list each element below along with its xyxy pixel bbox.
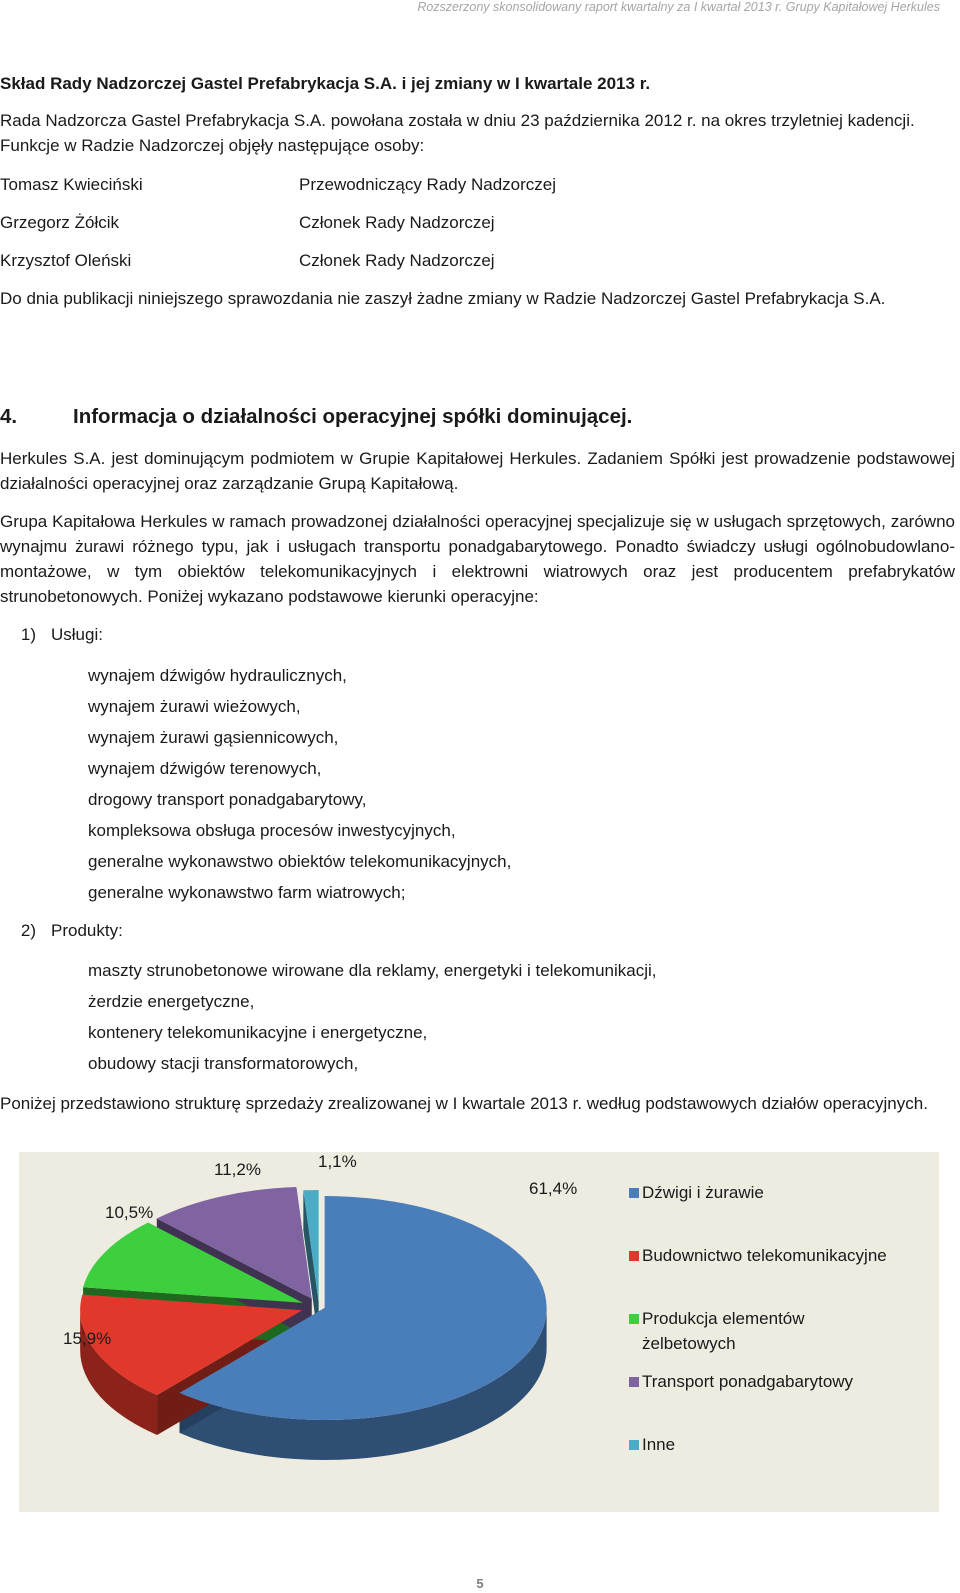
paragraph-dominant-entity: Herkules S.A. jest dominującym podmiotem w Grupie Kapitałowej Herkules. Zadaniem Spółki jest prowadzenie podstawowej działalności operacyjnej oraz zarządzanie Grupą Kapitałową.: [0, 449, 955, 493]
member-role: Członek Rady Nadzorczej: [299, 213, 495, 232]
legend-swatch: [629, 1377, 639, 1387]
list-item: wynajem żurawi wieżowych,: [88, 697, 301, 716]
page-number: 5: [476, 1576, 484, 1591]
member-name: Grzegorz Żółcik: [0, 213, 120, 232]
section-heading: [0, 405, 632, 429]
list-number: 1): [20, 625, 36, 644]
board-member-row: [0, 210, 495, 235]
legend-swatch: [629, 1314, 639, 1324]
list-item: kontenery telekomunikacyjne i energetyczne,: [88, 1023, 428, 1042]
board-note: Do dnia publikacji niniejszego sprawozdania nie zaszył żadne zmiany w Radzie Nadzorczej Gastel Prefabrykacja S.A.: [0, 289, 886, 308]
list-item: kompleksowa obsługa procesów inwestycyjnych,: [88, 821, 456, 840]
list-item: drogowy transport ponadgabarytowy,: [88, 790, 367, 809]
list-item: wynajem dźwigów terenowych,: [88, 759, 322, 778]
pie-data-label: 1,1%: [318, 1152, 357, 1171]
pie-data-label: 11,2%: [214, 1160, 261, 1179]
legend-label: Inne: [642, 1435, 676, 1454]
list-item: żerdzie energetyczne,: [88, 992, 255, 1011]
products-list-label: [0, 918, 123, 943]
services-list-label: [0, 622, 103, 647]
list-item: wynajem żurawi gąsiennicowych,: [88, 728, 339, 747]
legend-item: [642, 1306, 852, 1356]
legend-label: Transport ponadgabarytowy: [642, 1372, 854, 1391]
legend-swatch: [629, 1251, 639, 1261]
legend-label: Budownictwo telekomunikacyjne: [642, 1246, 887, 1265]
board-intro: Rada Nadzorcza Gastel Prefabrykacja S.A. powołana została w dniu 23 października 2012 r. na okres trzyletniej kadencji. Funkcje w Radzie Nadzorczej objęły następujące osoby:: [0, 111, 915, 155]
pie-data-label: 15,9%: [63, 1329, 112, 1348]
pie-chart: [19, 1152, 619, 1512]
pie-data-label: 10,5%: [105, 1203, 154, 1222]
chart-intro-paragraph: Poniżej przedstawiono strukturę sprzedaży zrealizowanej w I kwartale 2013 r. według podstawowych działów operacyjnych.: [0, 1094, 928, 1113]
legend-item: [642, 1243, 942, 1268]
list-item: obudowy stacji transformatorowych,: [88, 1054, 359, 1073]
pie-data-label: 61,4%: [529, 1179, 578, 1198]
section-number: 4.: [0, 405, 18, 428]
list-title: Produkty:: [51, 921, 123, 940]
legend-item: [642, 1180, 942, 1205]
paragraph-operations: Grupa Kapitałowa Herkules w ramach prowadzonej działalności operacyjnej specjalizuje się w usługach sprzętowych, zarówno wynajmu żurawi różnego typu, jak i usługach transportu ponadgabarytowego. Ponadto świadczy usługi ogólnobudowlano-montażowe, w tym obiektów telekomunikacyjnych i elektrowni wiatrowych oraz jest producentem prefabrykatów strunobetonowych. Poniżej wykazano podstawowe kierunki operacyjne:: [0, 512, 955, 606]
list-item: generalne wykonawstwo obiektów telekomunikacyjnych,: [88, 852, 512, 871]
section-title: Informacja o działalności operacyjnej spółki dominującej.: [73, 405, 633, 428]
member-name: Krzysztof Oleński: [0, 251, 132, 270]
legend-swatch: [629, 1440, 639, 1450]
list-item: maszty strunobetonowe wirowane dla reklamy, energetyki i telekomunikacji,: [88, 961, 657, 980]
legend-item: [642, 1369, 942, 1394]
legend-item: [642, 1432, 942, 1457]
list-item: wynajem dźwigów hydraulicznych,: [88, 666, 347, 685]
legend-swatch: [629, 1188, 639, 1198]
member-role: Członek Rady Nadzorczej: [299, 251, 495, 270]
board-member-row: [0, 172, 556, 197]
board-member-row: [0, 248, 495, 273]
legend-label: Produkcja elementów żelbetowych: [642, 1309, 805, 1353]
board-heading: Skład Rady Nadzorczej Gastel Prefabrykacja S.A. i jej zmiany w I kwartale 2013 r.: [0, 74, 651, 93]
legend-label: Dźwigi i żurawie: [642, 1183, 764, 1202]
list-title: Usługi:: [51, 625, 103, 644]
list-item: generalne wykonawstwo farm wiatrowych;: [88, 883, 406, 902]
member-role: Przewodniczący Rady Nadzorczej: [299, 175, 556, 194]
member-name: Tomasz Kwieciński: [0, 175, 143, 194]
list-number: 2): [20, 921, 36, 940]
sales-structure-chart: [19, 1152, 939, 1512]
report-header-note: Rozszerzony skonsolidowany raport kwartalny za I kwartał 2013 r. Grupy Kapitałowej Herkules: [417, 0, 940, 14]
